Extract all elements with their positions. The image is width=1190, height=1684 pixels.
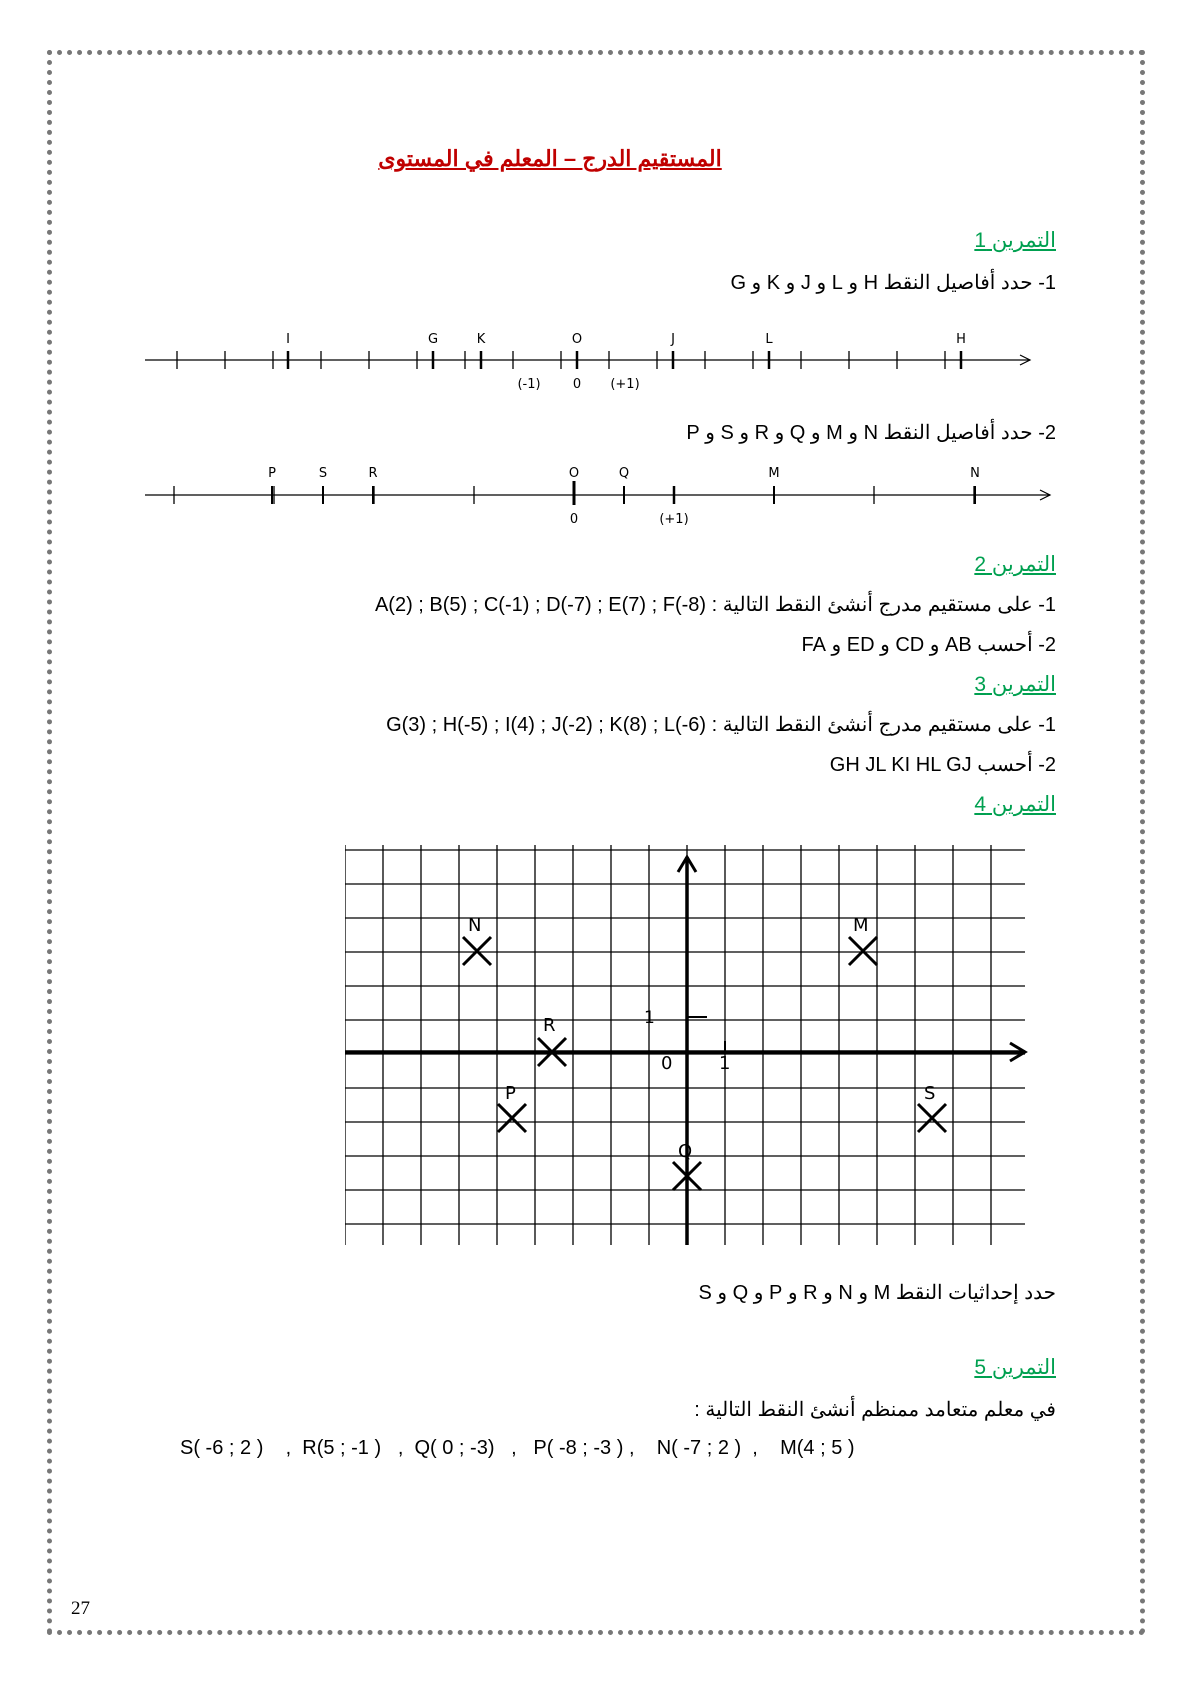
exercise-5-intro: في معلم متعامد ممنظم أنشئ النقط التالية : — [694, 1399, 1056, 1421]
point-label-S: S — [924, 1083, 936, 1104]
exercise-3-heading: التمرين 3 — [974, 673, 1056, 696]
x-unit-label: 1 — [719, 1053, 731, 1074]
exercise-2-points: A(2) ; B(5) ; C(-1) ; D(-7) ; E(7) ; F(-8) — [374, 594, 707, 616]
exercise-1-question-1: 1- حدد أفاصيل النقط H و L و J و K و G — [730, 272, 1056, 294]
exercise-3-question-1 — [386, 712, 1056, 737]
point-label-M: M — [853, 915, 869, 936]
number-line-1 — [140, 320, 1040, 395]
point-label-O: O — [571, 332, 583, 347]
exercise-2-instruction: 1- على مستقيم مدرج أنشئ النقط التالية : — [711, 594, 1056, 616]
tick-label-0: 0 — [569, 512, 579, 527]
exercise-4-question: حدد إحداثيات النقط M و N و R و P و Q و S — [698, 1282, 1056, 1304]
exercise-5-points: S( -6 ; 2 ) , R(5 ; -1 ) , Q( 0 ; -3) , P( -8 ; -3 ) , N( -7 ; 2 ) , M(4 ; 5 ) — [180, 1437, 855, 1459]
exercise-2-question-2: 2- أحسب AB و CD و ED و FA — [801, 634, 1056, 656]
exercise-3-question-2: 2- أحسب GH JL KI HL GJ — [829, 754, 1056, 776]
exercise-5-heading: التمرين 5 — [974, 1356, 1056, 1379]
point-label-M: M — [768, 466, 780, 481]
point-label-P: P — [505, 1083, 516, 1104]
point-marker-P — [498, 1104, 526, 1132]
exercise-4-heading: التمرين 4 — [974, 793, 1056, 816]
exercise-2-heading: التمرين 2 — [974, 553, 1056, 576]
point-label-Q: Q — [678, 1141, 693, 1162]
exercise-2-question-1 — [375, 592, 1056, 617]
exercise-1-question-2: 2- حدد أفاصيل النقط N و M و Q و R و S و P — [686, 422, 1056, 444]
point-label-S: S — [318, 466, 328, 481]
point-label-O: O — [568, 466, 580, 481]
page-number: 27 — [71, 1598, 90, 1619]
point-marker-N — [463, 937, 491, 965]
y-unit-label: 1 — [644, 1008, 655, 1028]
coordinate-grid — [345, 845, 1035, 1250]
point-label-Q: Q — [618, 466, 630, 481]
point-label-R: R — [543, 1015, 556, 1036]
number-line-2 — [140, 455, 1060, 530]
tick-label-plus1: (+1) — [610, 377, 640, 392]
point-label-N: N — [468, 915, 482, 936]
tick-label-0: 0 — [572, 377, 582, 392]
origin-label: 0 — [661, 1053, 673, 1074]
point-marker-S — [918, 1104, 946, 1132]
point-label-N: N — [970, 466, 980, 481]
point-label-R: R — [368, 466, 378, 481]
point-label-H: H — [956, 332, 966, 347]
point-label-L: L — [765, 332, 773, 347]
tick-label-minus1: (-1) — [517, 377, 541, 392]
point-label-J: J — [671, 332, 675, 347]
point-label-K: K — [476, 332, 486, 347]
point-marker-M — [849, 937, 877, 965]
point-label-P: P — [268, 466, 276, 481]
exercise-3-instruction: 1- على مستقيم مدرج أنشئ النقط التالية : — [711, 714, 1056, 736]
point-label-G: G — [427, 332, 439, 347]
point-label-I: I — [286, 332, 290, 347]
exercise-1-heading: التمرين 1 — [974, 229, 1056, 252]
exercise-3-points: G(3) ; H(-5) ; I(4) ; J(-2) ; K(8) ; L(-6) — [386, 714, 707, 736]
tick-label-plus1: (+1) — [659, 512, 689, 527]
page-title: المستقيم الدرج – المعلم في المستوى — [378, 146, 722, 171]
